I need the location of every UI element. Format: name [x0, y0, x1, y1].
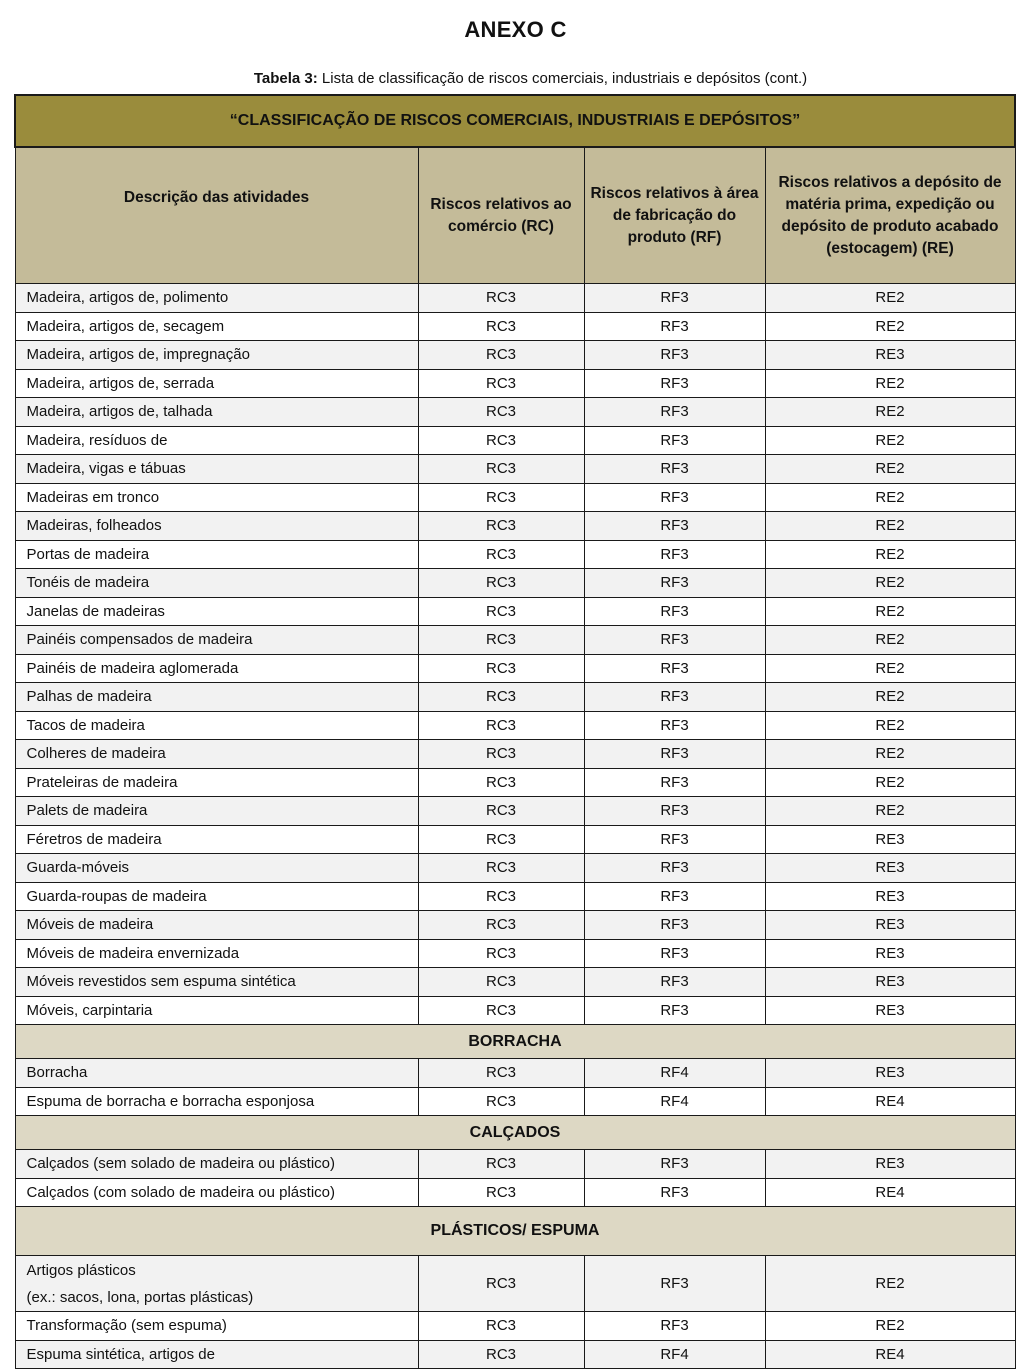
cell-re: RE4 [765, 1340, 1015, 1369]
cell-descricao: Guarda-móveis [15, 854, 418, 883]
table-body [15, 284, 1015, 1369]
cell-re: RE2 [765, 711, 1015, 740]
cell-rf: RF3 [584, 968, 765, 997]
cell-re: RE2 [765, 740, 1015, 769]
cell-rc: RC3 [418, 911, 584, 940]
cell-descricao: Painéis de madeira aglomerada [15, 654, 418, 683]
cell-re: RE2 [765, 312, 1015, 341]
cell-rc: RC3 [418, 284, 584, 313]
header-rf: Riscos relativos à área de fabricação do produto (RF) [584, 147, 765, 284]
table-row [15, 854, 1015, 883]
cell-rf: RF4 [584, 1059, 765, 1088]
table-row [15, 455, 1015, 484]
cell-rc: RC3 [418, 540, 584, 569]
cell-rc: RC3 [418, 740, 584, 769]
cell-re: RE3 [765, 1150, 1015, 1179]
cell-rc: RC3 [418, 854, 584, 883]
cell-re: RE3 [765, 911, 1015, 940]
table-header-row [15, 147, 1015, 284]
cell-rf: RF3 [584, 1150, 765, 1179]
cell-rc: RC3 [418, 1340, 584, 1369]
cell-re: RE3 [765, 996, 1015, 1025]
cell-rf: RF3 [584, 597, 765, 626]
cell-rc: RC3 [418, 512, 584, 541]
cell-re: RE2 [765, 284, 1015, 313]
cell-rc: RC3 [418, 1087, 584, 1116]
table-row [15, 1312, 1015, 1341]
cell-rc: RC3 [418, 882, 584, 911]
cell-descricao [15, 1256, 418, 1312]
table-row [15, 341, 1015, 370]
cell-descricao: Calçados (sem solado de madeira ou plástico) [15, 1150, 418, 1179]
cell-descricao: Guarda-roupas de madeira [15, 882, 418, 911]
cell-rc: RC3 [418, 968, 584, 997]
cell-descricao: Móveis de madeira [15, 911, 418, 940]
cell-rf: RF3 [584, 483, 765, 512]
cell-rf: RF3 [584, 854, 765, 883]
section-title: BORRACHA [15, 1025, 1015, 1059]
table-row [15, 626, 1015, 655]
table-row [15, 996, 1015, 1025]
cell-rf: RF3 [584, 1178, 765, 1207]
caption-text: Lista de classificação de riscos comerciais, industriais e depósitos (cont.) [317, 70, 808, 87]
section-title: PLÁSTICOS/ ESPUMA [15, 1207, 1015, 1256]
cell-re: RE2 [765, 540, 1015, 569]
cell-rf: RF3 [584, 1256, 765, 1312]
table-row [15, 1340, 1015, 1369]
cell-rf: RF3 [584, 768, 765, 797]
table-banner: “CLASSIFICAÇÃO DE RISCOS COMERCIAIS, INDUSTRIAIS E DEPÓSITOS” [15, 95, 1015, 147]
cell-rc: RC3 [418, 711, 584, 740]
section-header-row [15, 1116, 1015, 1150]
cell-line: Artigos plásticos [26, 1261, 136, 1279]
cell-descricao: Móveis de madeira envernizada [15, 939, 418, 968]
cell-re: RE4 [765, 1087, 1015, 1116]
cell-descricao: Calçados (com solado de madeira ou plástico) [15, 1178, 418, 1207]
cell-rf: RF3 [584, 369, 765, 398]
cell-re: RE2 [765, 768, 1015, 797]
cell-rf: RF3 [584, 341, 765, 370]
table-banner-row [15, 95, 1015, 147]
cell-rf: RF3 [584, 398, 765, 427]
cell-line: (ex.: sacos, lona, portas plásticas) [26, 1288, 254, 1306]
cell-rc: RC3 [418, 569, 584, 598]
header-rc: Riscos relativos ao comércio (RC) [418, 147, 584, 284]
table-row [15, 312, 1015, 341]
table-row [15, 398, 1015, 427]
cell-descricao: Madeiras em tronco [15, 483, 418, 512]
cell-descricao: Espuma de borracha e borracha esponjosa [15, 1087, 418, 1116]
cell-descricao: Tacos de madeira [15, 711, 418, 740]
cell-re: RE4 [765, 1178, 1015, 1207]
cell-re: RE2 [765, 597, 1015, 626]
cell-descricao: Móveis, carpintaria [15, 996, 418, 1025]
cell-rf: RF3 [584, 569, 765, 598]
cell-rf: RF3 [584, 455, 765, 484]
cell-rc: RC3 [418, 312, 584, 341]
cell-rc: RC3 [418, 1178, 584, 1207]
cell-rf: RF3 [584, 1312, 765, 1341]
cell-descricao: Madeira, artigos de, serrada [15, 369, 418, 398]
cell-descricao: Palhas de madeira [15, 683, 418, 712]
cell-re: RE2 [765, 797, 1015, 826]
cell-rf: RF3 [584, 939, 765, 968]
cell-re: RE2 [765, 483, 1015, 512]
table-row [15, 569, 1015, 598]
cell-rf: RF3 [584, 540, 765, 569]
table-row [15, 1256, 1015, 1312]
cell-descricao: Prateleiras de madeira [15, 768, 418, 797]
cell-descricao: Borracha [15, 1059, 418, 1088]
cell-re: RE2 [765, 512, 1015, 541]
cell-re: RE3 [765, 825, 1015, 854]
cell-descricao: Madeira, artigos de, secagem [15, 312, 418, 341]
cell-descricao: Móveis revestidos sem espuma sintética [15, 968, 418, 997]
cell-re: RE2 [765, 626, 1015, 655]
cell-rc: RC3 [418, 683, 584, 712]
table-row [15, 768, 1015, 797]
cell-re: RE3 [765, 882, 1015, 911]
cell-descricao: Portas de madeira [15, 540, 418, 569]
cell-rc: RC3 [418, 1059, 584, 1088]
cell-rf: RF3 [584, 882, 765, 911]
cell-re: RE2 [765, 654, 1015, 683]
cell-re: RE3 [765, 968, 1015, 997]
table-row [15, 968, 1015, 997]
table-row [15, 911, 1015, 940]
cell-descricao: Madeira, resíduos de [15, 426, 418, 455]
cell-rf: RF3 [584, 996, 765, 1025]
cell-descricao: Madeira, artigos de, polimento [15, 284, 418, 313]
cell-descricao: Madeira, vigas e tábuas [15, 455, 418, 484]
table-row [15, 1087, 1015, 1116]
cell-rc: RC3 [418, 1312, 584, 1341]
table-row [15, 1150, 1015, 1179]
header-descricao: Descrição das atividades [15, 147, 418, 284]
cell-rf: RF3 [584, 911, 765, 940]
cell-rf: RF3 [584, 740, 765, 769]
table-row [15, 939, 1015, 968]
table-row [15, 369, 1015, 398]
table-caption [0, 70, 1031, 87]
table-row [15, 540, 1015, 569]
table-row [15, 825, 1015, 854]
cell-rc: RC3 [418, 369, 584, 398]
cell-rc: RC3 [418, 825, 584, 854]
cell-rf: RF3 [584, 683, 765, 712]
cell-descricao: Transformação (sem espuma) [15, 1312, 418, 1341]
cell-re: RE3 [765, 1059, 1015, 1088]
cell-rc: RC3 [418, 597, 584, 626]
cell-rc: RC3 [418, 341, 584, 370]
caption-label: Tabela 3: [253, 70, 318, 87]
cell-descricao: Espuma sintética, artigos de [15, 1340, 418, 1369]
cell-re: RE2 [765, 369, 1015, 398]
table-row [15, 683, 1015, 712]
cell-rc: RC3 [418, 483, 584, 512]
cell-re: RE2 [765, 683, 1015, 712]
risk-classification-table [14, 94, 1016, 1369]
cell-rc: RC3 [418, 654, 584, 683]
table-row [15, 797, 1015, 826]
cell-re: RE2 [765, 426, 1015, 455]
cell-rf: RF3 [584, 512, 765, 541]
section-title: CALÇADOS [15, 1116, 1015, 1150]
cell-rc: RC3 [418, 626, 584, 655]
cell-re: RE2 [765, 1312, 1015, 1341]
cell-rf: RF3 [584, 654, 765, 683]
cell-descricao: Madeira, artigos de, impregnação [15, 341, 418, 370]
cell-rf: RF3 [584, 284, 765, 313]
cell-rc: RC3 [418, 455, 584, 484]
table-row [15, 711, 1015, 740]
cell-rc: RC3 [418, 1256, 584, 1312]
table-row [15, 597, 1015, 626]
table-row [15, 483, 1015, 512]
table-row [15, 284, 1015, 313]
cell-rf: RF4 [584, 1340, 765, 1369]
cell-descricao: Féretros de madeira [15, 825, 418, 854]
cell-re: RE2 [765, 1256, 1015, 1312]
cell-rc: RC3 [418, 1150, 584, 1179]
table-row [15, 882, 1015, 911]
section-header-row [15, 1025, 1015, 1059]
cell-re: RE2 [765, 455, 1015, 484]
cell-rc: RC3 [418, 939, 584, 968]
header-re: Riscos relativos a depósito de matéria prima, expedição ou depósito de produto acabado (estocagem) (RE) [765, 147, 1015, 284]
cell-descricao: Palets de madeira [15, 797, 418, 826]
cell-re: RE2 [765, 569, 1015, 598]
table-row [15, 740, 1015, 769]
cell-descricao: Madeira, artigos de, talhada [15, 398, 418, 427]
table-row [15, 512, 1015, 541]
cell-rc: RC3 [418, 996, 584, 1025]
cell-descricao: Painéis compensados de madeira [15, 626, 418, 655]
cell-rc: RC3 [418, 797, 584, 826]
cell-rc: RC3 [418, 426, 584, 455]
cell-re: RE3 [765, 854, 1015, 883]
cell-descricao: Colheres de madeira [15, 740, 418, 769]
cell-rf: RF4 [584, 1087, 765, 1116]
cell-re: RE3 [765, 341, 1015, 370]
cell-re: RE2 [765, 398, 1015, 427]
cell-descricao: Tonéis de madeira [15, 569, 418, 598]
table-row [15, 1059, 1015, 1088]
cell-rf: RF3 [584, 711, 765, 740]
page-title: ANEXO C [464, 17, 567, 42]
table-row [15, 1178, 1015, 1207]
cell-rf: RF3 [584, 426, 765, 455]
cell-rf: RF3 [584, 626, 765, 655]
cell-descricao: Janelas de madeiras [15, 597, 418, 626]
cell-rf: RF3 [584, 797, 765, 826]
cell-rf: RF3 [584, 825, 765, 854]
cell-rc: RC3 [418, 398, 584, 427]
table-row [15, 654, 1015, 683]
cell-re: RE3 [765, 939, 1015, 968]
section-header-row [15, 1207, 1015, 1256]
cell-rf: RF3 [584, 312, 765, 341]
cell-descricao: Madeiras, folheados [15, 512, 418, 541]
cell-rc: RC3 [418, 768, 584, 797]
table-row [15, 426, 1015, 455]
